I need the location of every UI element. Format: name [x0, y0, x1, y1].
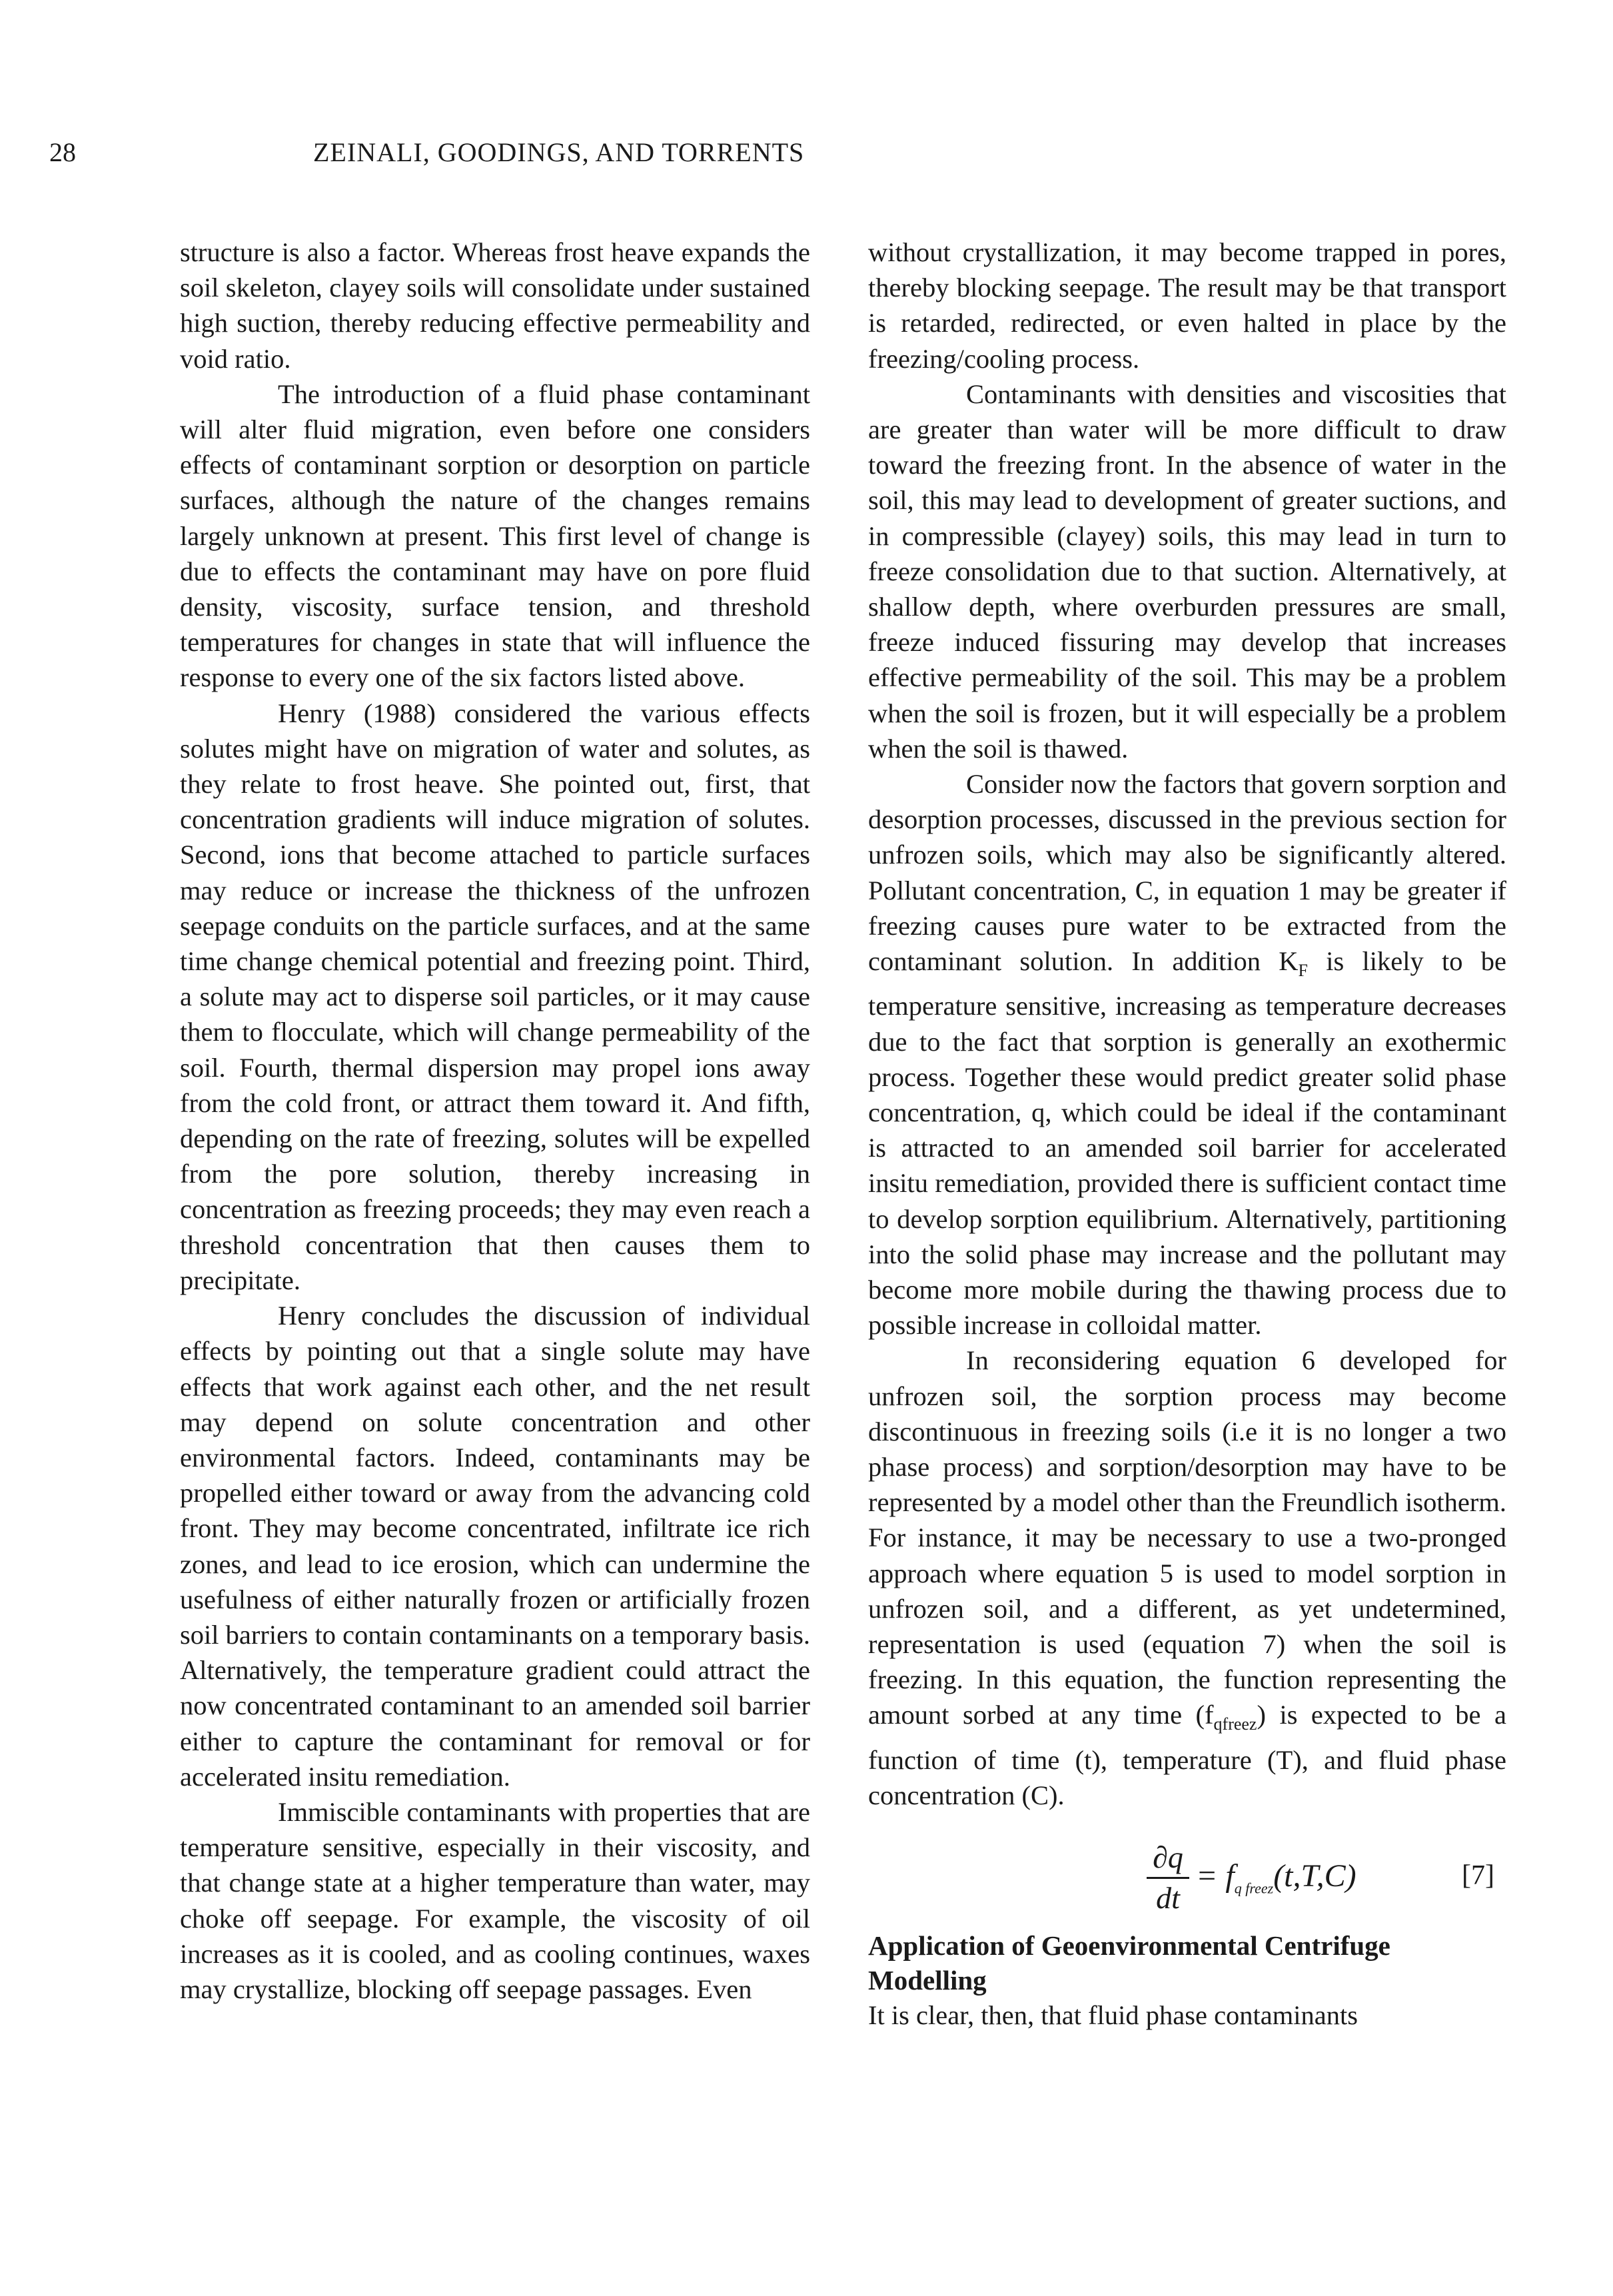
equation-numerator: ∂q	[1147, 1838, 1189, 1879]
text-run: ) is expected to be a function of time (t), temperature (T), and fluid phase concentration (C).	[868, 1700, 1506, 1810]
equation-arguments: (t,T,C)	[1273, 1858, 1356, 1894]
paragraph: Henry concludes the discussion of individual effects by pointing out that a single solute may have effects that work against each other, and the net result may depend on solute concentration and other environmental factors. Indeed, contaminants may be propelled either toward or away from the advancing cold front. They may become concentrated, infiltrate ice rich zones, and lead to ice erosion, which can undermine the usefulness of either naturally frozen or artificially frozen soil barriers to contain contaminants on a temporary basis. Alternatively, the temperature gradient could attract the now concentrated contaminant to an amended soil barrier either to capture the contaminant for removal or for accelerated insitu remediation.	[180, 1301, 810, 1792]
subscript: F	[1298, 961, 1309, 981]
text-run: In reconsidering equation 6 developed for unfrozen soil, the sorption process may become discontinuous in freezing soils (i.e it is no longer a two phase process) and sorption/desorption may have to be represented by a model other than the Freundlich isotherm. For instance, it may be necessary to use a two-pronged approach where equation 5 is used to model sorption in unfrozen soil, and a different, as yet undetermined, representation is used (equation 7) when the soil is freezing. In this equation, the function representing the amount sorbed at any time (f	[868, 1345, 1506, 1730]
equation-function: f	[1225, 1858, 1235, 1894]
section-heading: Application of Geoenvironmental Centrifuge Modelling	[868, 1930, 1390, 1996]
equation-7	[868, 1838, 1506, 1928]
paragraph	[868, 766, 1506, 1343]
text-run: Consider now the factors that govern sorption and desorption processes, discussed in the previous section for unfrozen soils, which may also be significantly altered. Pollutant concentration, C, in equation 1 may be greater if freezing causes pure water to be extracted from the contaminant solution. In addition K	[868, 769, 1506, 977]
paragraph: structure is also a factor. Whereas frost heave expands the soil skeleton, clayey soils will consolidate under sustained high suction, thereby reducing effective permeability and void ratio.	[180, 237, 810, 374]
equation-fraction	[1147, 1838, 1189, 1918]
left-column	[180, 235, 810, 2007]
text-run: is likely to be temperature sensitive, increasing as temperature decreases due to the fact that sorption is generally an exothermic process. Together these would predict greater solid phase concentration, q, which could be ideal if the contaminant is attracted to an amended soil barrier for accelerated insitu remediation, provided there is sufficient contact time to develop sorption equilibrium. Alternatively, partitioning into the solid phase may increase and the pollutant may become more mobile during the thawing process due to possible increase in colloidal matter.	[868, 946, 1506, 1341]
paragraph: Contaminants with densities and viscosities that are greater than water will be more difficult to draw toward the freezing front. In the absence of water in the soil, this may lead to development of greater suctions, and in compressible (clayey) soils, this may lead in turn to freeze consolidation due to that suction. Alternatively, at shallow depth, where overburden pressures are small, freeze induced fissuring may develop that increases effective permeability of the soil. This may be a problem when the soil is frozen, but it will especially be a problem when the soil is thawed.	[868, 378, 1506, 764]
equation-number: [7]	[1462, 1860, 1494, 1892]
paragraph: It is clear, then, that fluid phase contaminants	[868, 2000, 1358, 2031]
equation-function-subscript: q freez	[1234, 1880, 1274, 1897]
paragraph: The introduction of a fluid phase contaminant will alter fluid migration, even before one considers effects of contaminant sorption or desorption on particle surfaces, although the nature of the changes remains largely unknown at present. This first level of change is due to effects the contaminant may have on pore fluid density, viscosity, surface tension, and threshold temperatures for changes in state that will influence the response to every one of the six factors listed above.	[180, 378, 810, 693]
running-head: ZEINALI, GOODINGS, AND TORRENTS	[313, 137, 805, 167]
page-number: 28	[49, 137, 76, 167]
equation-denominator: dt	[1156, 1881, 1180, 1916]
paragraph: Henry (1988) considered the various effects solutes might have on migration of water and solutes, as they relate to frost heave. She pointed out, first, that concentration gradients will induce migration of solutes. Second, ions that become attached to particle surfaces may reduce or increase the thickness of the unfrozen seepage conduits on the particle surfaces, and at the same time change chemical potential and freezing point. Third, a solute may act to disperse soil particles, or it may cause them to flocculate, which will change permeability of the soil. Fourth, thermal dispersion may propel ions away from the cold front, or attract them toward it. And fifth, depending on the rate of freezing, solutes will be expelled from the pore solution, thereby increasing in concentration as freezing proceeds; they may even reach a threshold concentration that then causes them to precipitate.	[180, 698, 810, 1295]
right-column	[868, 235, 1506, 2033]
equation-equals: =	[1196, 1858, 1218, 1894]
subscript: qfreez	[1213, 1714, 1257, 1734]
equation-rhs	[1196, 1858, 1356, 1906]
paragraph: Immiscible contaminants with properties that are temperature sensitive, especially in their viscosity, and that change state at a higher temperature than water, may choke off seepage. For example, the viscosity of oil increases as it is cooled, and as cooling continues, waxes may crystallize, blocking off seepage passages. Even	[180, 1796, 810, 2004]
paragraph	[868, 1343, 1506, 1813]
paragraph: without crystallization, it may become trapped in pores, thereby blocking seepage. The result may be that transport is retarded, redirected, or even halted in place by the freezing/cooling process.	[868, 237, 1506, 374]
page-header	[0, 137, 1613, 183]
